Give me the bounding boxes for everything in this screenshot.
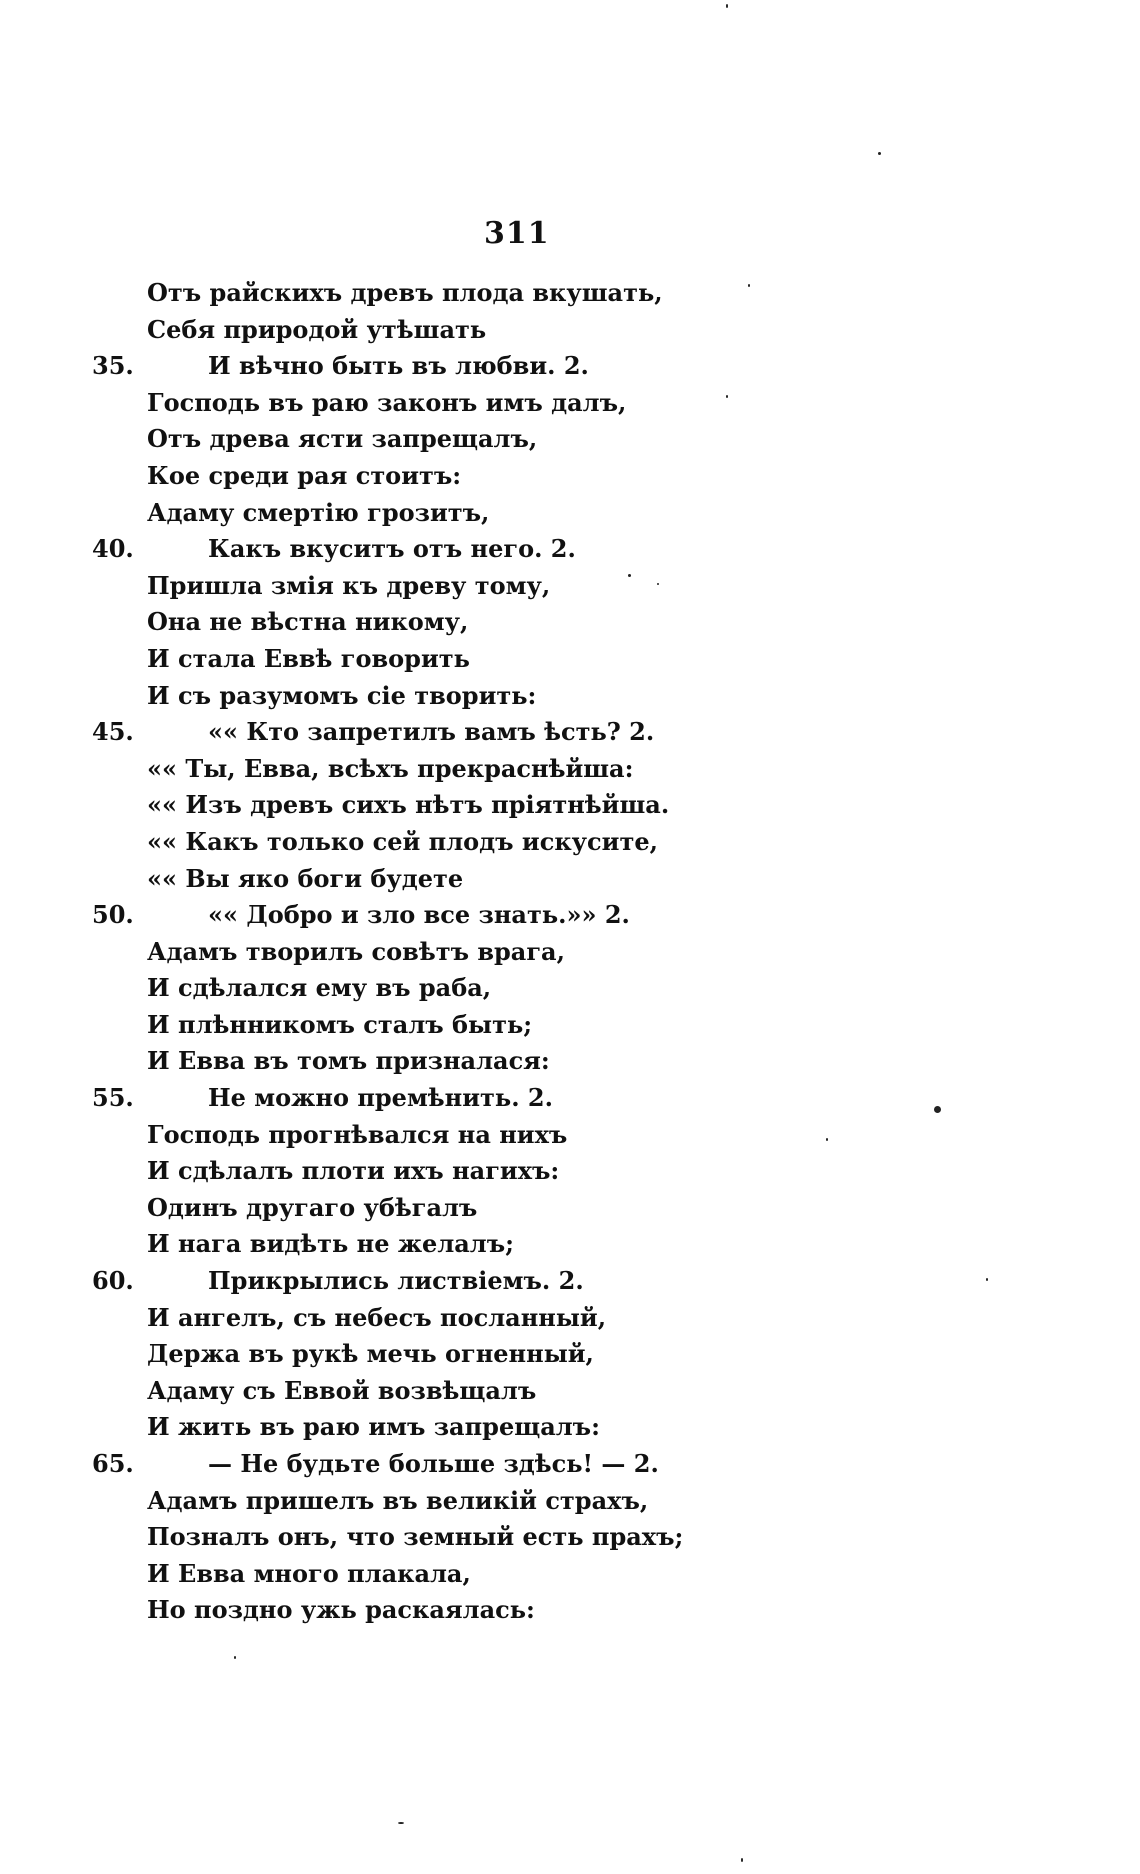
verse-line bbox=[0, 1519, 1140, 1556]
print-speck bbox=[741, 1858, 743, 1862]
print-speck bbox=[726, 395, 728, 398]
verse-line bbox=[0, 641, 1140, 678]
print-speck bbox=[986, 1278, 988, 1281]
verse-text: И сдѣлался ему въ раба, bbox=[147, 973, 492, 1003]
verse-line bbox=[0, 1556, 1140, 1593]
verse-text: Прикрылись листвіемъ. 2. bbox=[208, 1266, 584, 1296]
verse-line bbox=[0, 1007, 1140, 1044]
verse-line bbox=[0, 348, 1140, 385]
verse-line bbox=[0, 1263, 1140, 1300]
verse-line bbox=[0, 1300, 1140, 1337]
verse-line bbox=[0, 604, 1140, 641]
verse-text: «« Вы яко боги будете bbox=[147, 863, 464, 893]
verse-line bbox=[0, 824, 1140, 861]
verse-line bbox=[0, 1483, 1140, 1520]
verse-line bbox=[0, 1336, 1140, 1373]
verse-text: Господь прогнѣвался на нихъ bbox=[147, 1119, 568, 1149]
verse-line bbox=[0, 1117, 1140, 1154]
verse-line bbox=[0, 751, 1140, 788]
verse-text: И плѣнникомъ сталъ быть; bbox=[147, 1009, 533, 1039]
verse-line bbox=[0, 970, 1140, 1007]
verse-line bbox=[0, 678, 1140, 715]
verse-text: Одинъ другаго убѣгалъ bbox=[147, 1192, 478, 1222]
verse-line bbox=[0, 1190, 1140, 1227]
verse-line bbox=[0, 385, 1140, 422]
verse-line bbox=[0, 1080, 1140, 1117]
verse-text: «« Кто запретилъ вамъ ѣсть? 2. bbox=[208, 717, 655, 747]
verse-text: Позналъ онъ, что земный есть прахъ; bbox=[147, 1522, 684, 1552]
verse-number: 50. bbox=[92, 900, 134, 930]
verse-line bbox=[0, 1409, 1140, 1446]
verse-line bbox=[0, 897, 1140, 934]
verse-line bbox=[0, 275, 1140, 312]
verse-text: Господь въ раю законъ имъ далъ, bbox=[147, 387, 627, 417]
verse-text: И вѣчно быть въ любви. 2. bbox=[208, 351, 589, 381]
verse-text: «« Какъ только сей плодъ искусите, bbox=[147, 826, 658, 856]
verse-text: И жить въ раю имъ запрещалъ: bbox=[147, 1412, 600, 1442]
verse-text: Адаму смертію грозитъ, bbox=[147, 497, 490, 527]
verse-line bbox=[0, 714, 1140, 751]
print-speck bbox=[826, 1138, 828, 1141]
verse-text: И сдѣлалъ плоти ихъ нагихъ: bbox=[147, 1156, 560, 1186]
print-speck bbox=[628, 574, 631, 577]
verse-number: 65. bbox=[92, 1449, 134, 1478]
print-speck bbox=[726, 4, 728, 8]
verse-number: 55. bbox=[92, 1083, 134, 1113]
verse-text: Кое среди рая стоитъ: bbox=[147, 460, 462, 490]
print-speck bbox=[234, 1656, 236, 1659]
page-number: 311 bbox=[484, 216, 550, 251]
verse-line bbox=[0, 1373, 1140, 1410]
verse-text: Какъ вкуситъ отъ него. 2. bbox=[208, 534, 576, 564]
verse-number: 40. bbox=[92, 534, 134, 564]
verse-text: И ангелъ, съ небесъ посланный, bbox=[147, 1302, 607, 1332]
verse-number: 45. bbox=[92, 717, 134, 747]
verse-line bbox=[0, 1592, 1140, 1629]
print-speck bbox=[878, 152, 881, 155]
verse-number: 35. bbox=[92, 351, 134, 381]
verse-text: Но поздно ужь раскаялась: bbox=[147, 1595, 535, 1625]
verse-text: «« Ты, Евва, всѣхъ прекраснѣйша: bbox=[147, 753, 634, 783]
verse-text: Пришла змія къ древу тому, bbox=[147, 570, 551, 600]
verse-line bbox=[0, 1043, 1140, 1080]
verse-text: И Евва много плакала, bbox=[147, 1558, 471, 1588]
verse-line bbox=[0, 1446, 1140, 1483]
print-speck bbox=[934, 1106, 941, 1113]
verse-block bbox=[0, 275, 1140, 1629]
verse-line bbox=[0, 531, 1140, 568]
verse-number: 60. bbox=[92, 1266, 134, 1296]
verse-line bbox=[0, 1226, 1140, 1263]
print-speck bbox=[748, 284, 750, 287]
verse-text: «« Добро и зло все знать.»» 2. bbox=[208, 900, 630, 930]
verse-text: Отъ райскихъ древъ плода вкушать, bbox=[147, 278, 663, 307]
verse-line bbox=[0, 861, 1140, 898]
verse-text: Не можно премѣнить. 2. bbox=[208, 1083, 553, 1113]
verse-text: Отъ древа ясти запрещалъ, bbox=[147, 424, 538, 454]
verse-line bbox=[0, 787, 1140, 824]
verse-text: — Не будьте больше здѣсь! — 2. bbox=[208, 1449, 659, 1478]
verse-text: Она не вѣстна никому, bbox=[147, 607, 469, 637]
verse-text: И Евва въ томъ призналася: bbox=[147, 1046, 550, 1076]
verse-text: Себя природой утѣшать bbox=[147, 314, 487, 344]
verse-line bbox=[0, 934, 1140, 971]
verse-text: Адамъ пришелъ въ великій страхъ, bbox=[147, 1485, 649, 1515]
verse-line bbox=[0, 458, 1140, 495]
print-speck bbox=[398, 1822, 404, 1824]
verse-text: И нага видѣть не желалъ; bbox=[147, 1229, 514, 1259]
verse-text: «« Изъ древъ сихъ нѣтъ пріятнѣйша. bbox=[147, 790, 670, 820]
verse-text: И стала Еввѣ говорить bbox=[147, 643, 470, 673]
verse-line bbox=[0, 312, 1140, 349]
verse-line bbox=[0, 421, 1140, 458]
verse-text: И съ разумомъ сіе творить: bbox=[147, 680, 537, 710]
verse-text: Адамъ творилъ совѣтъ врага, bbox=[147, 936, 565, 966]
verse-line bbox=[0, 568, 1140, 605]
print-speck bbox=[657, 583, 659, 585]
verse-text: Держа въ рукѣ мечь огненный, bbox=[147, 1339, 594, 1369]
verse-text: Адаму съ Еввой возвѣщалъ bbox=[147, 1375, 537, 1405]
verse-line bbox=[0, 1153, 1140, 1190]
verse-line bbox=[0, 495, 1140, 532]
